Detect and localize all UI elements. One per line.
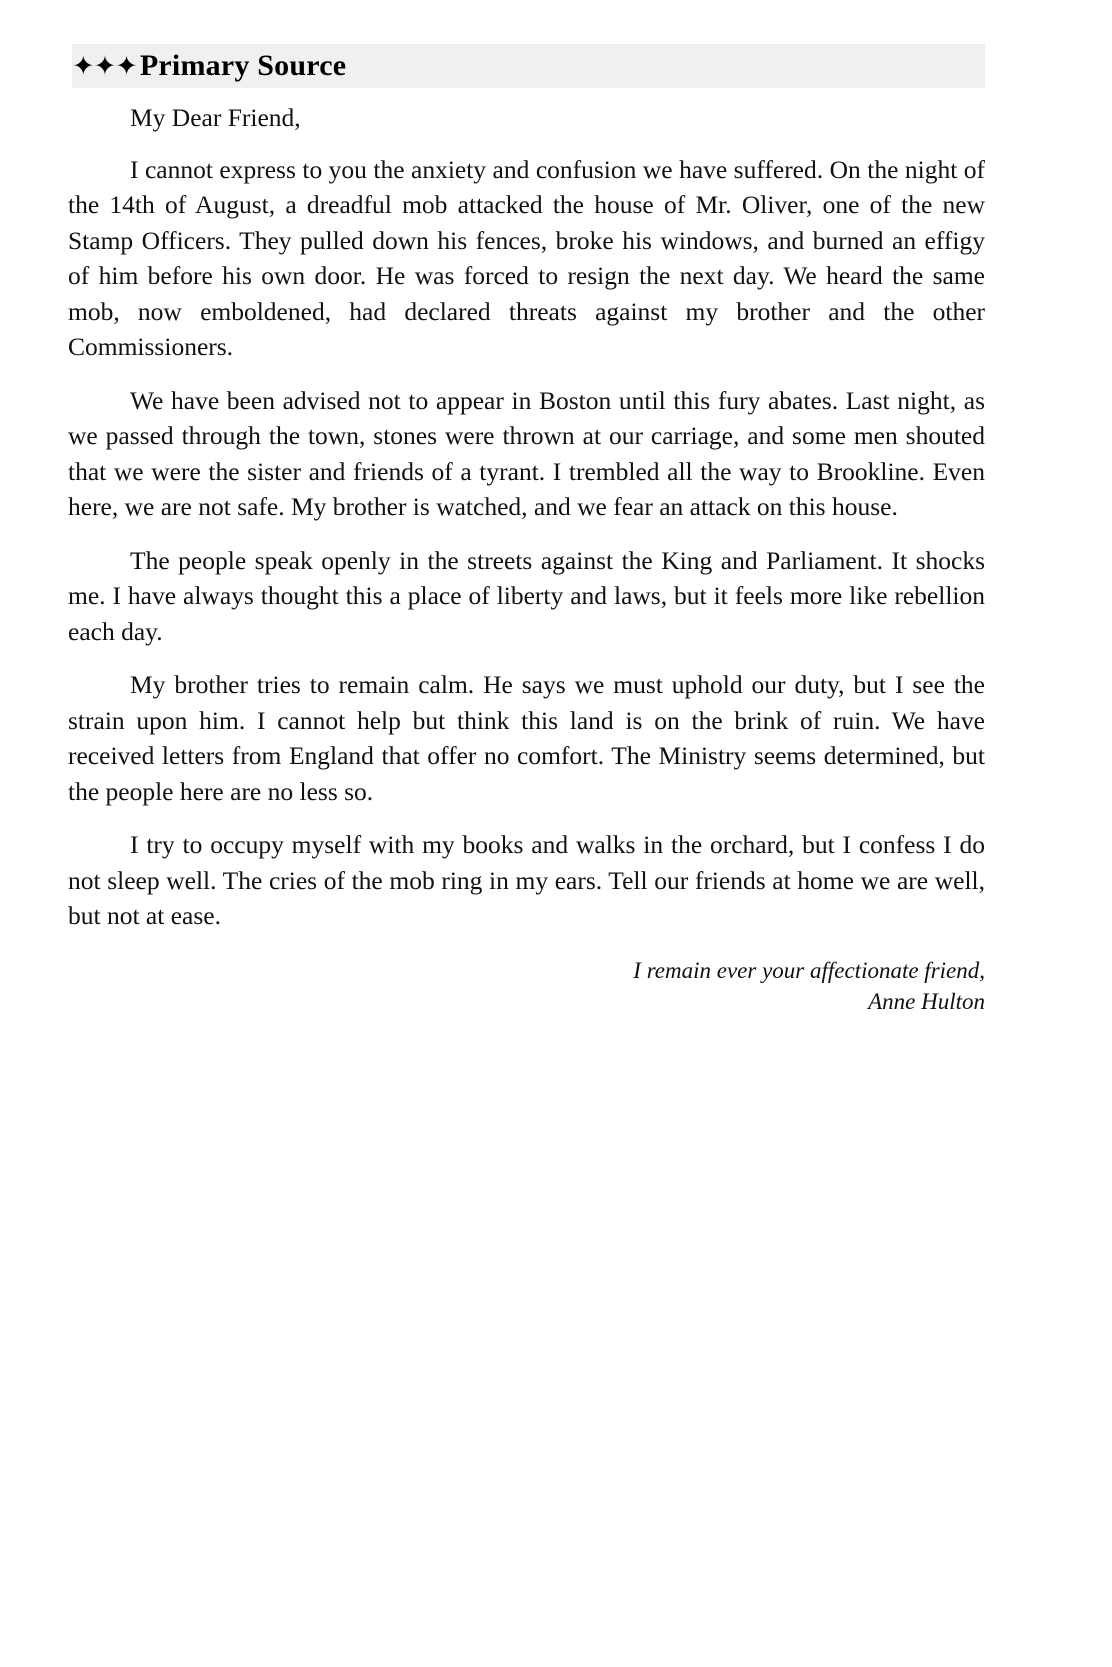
letter-paragraph-5: I try to occupy myself with my books and walks in the orchard, but I confess I do not sleep well. The cries of the mob ring in my ears. Tell our friends at home we are well, but not at ease. bbox=[68, 830, 985, 930]
letter-salutation: My Dear Friend, bbox=[130, 103, 301, 132]
letter-body bbox=[68, 100, 985, 934]
letter-signature-block bbox=[68, 955, 985, 1017]
diamond-ornament-icon: ✦✦✦ bbox=[72, 51, 137, 82]
primary-source-title: Primary Source bbox=[139, 49, 347, 82]
signature-name: Anne Hulton bbox=[868, 989, 985, 1014]
signature-closing: I remain ever your affectionate friend, bbox=[633, 958, 985, 983]
letter-paragraph-4: My brother tries to remain calm. He says we must uphold our duty, but I see the strain upon him. I cannot help but think this land is on the brink of ruin. We have received letters from England that offer no comfort. The Ministry seems determined, but the people here are no less so. bbox=[68, 670, 985, 806]
letter-paragraph-2: We have been advised not to appear in Boston until this fury abates. Last night, as we passed through the town, stones were thrown at our carriage, and some men shouted that we were the sister and friends of a tyrant. I trembled all the way to Brookline. Even here, we are not safe. My brother is watched, and we fear an attack on this house. bbox=[68, 385, 985, 521]
primary-source-header-inner bbox=[72, 51, 346, 81]
letter-paragraph-1: I cannot express to you the anxiety and confusion we have suffered. On the night of the 14th of August, a dreadful mob attacked the house of Mr. Oliver, one of the new Stamp Officers. They pulled down his fences, broke his windows, and burned an effigy of him before his own door. He was forced to resign the next day. We heard the same mob, now emboldened, had declared threats against my brother and the other Commissioners. bbox=[68, 154, 985, 361]
primary-source-header bbox=[72, 44, 985, 88]
letter-paragraph-3: The people speak openly in the streets against the King and Parliament. It shocks me. I have always thought this a place of liberty and laws, but it feels more like rebellion each day. bbox=[68, 545, 985, 646]
